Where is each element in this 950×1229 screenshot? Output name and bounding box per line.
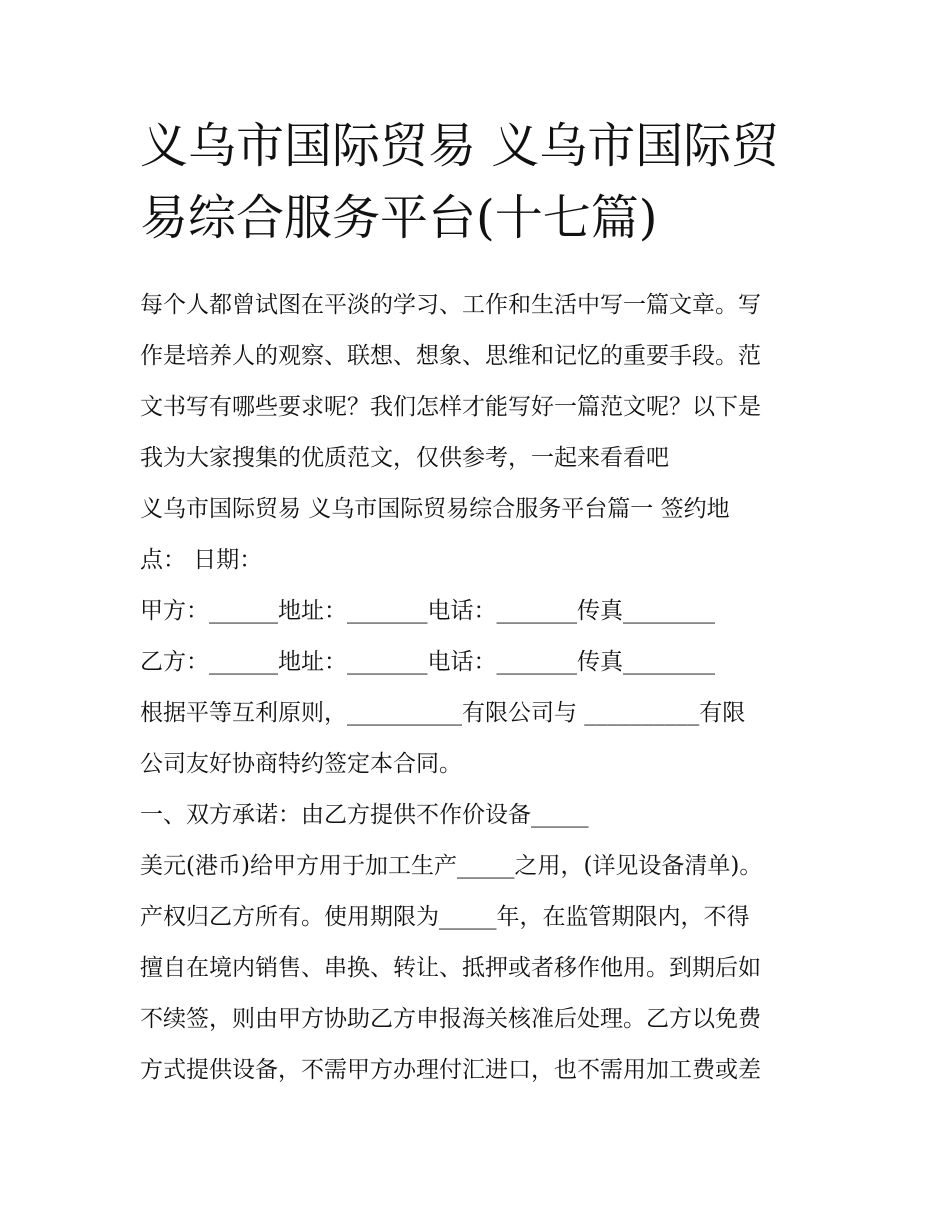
body-line-preamble: 根据平等互利原则，__________有限公司与 __________有限 xyxy=(140,700,746,726)
body-line-clause: 擅自在境内销售、串换、转让、抵押或者移作他用。到期后如 xyxy=(140,955,761,981)
body-line-party-b: 乙方：______地址：_______电话：_______传真________ xyxy=(140,649,715,675)
title-line: 易综合服务平台(十七篇) xyxy=(140,190,658,246)
body-line-clause: 产权归乙方所有。使用期限为_____年，在监管期限内，不得 xyxy=(140,904,750,930)
body-line-section-heading: 点： 日期： xyxy=(140,547,263,573)
body-line-clause: 美元(港币)给甲方用于加工生产_____之用，(详见设备清单)。 xyxy=(140,853,763,879)
body-line-party-a: 甲方：______地址：_______电话：_______传真________ xyxy=(140,598,715,624)
document-title xyxy=(140,110,830,254)
body-line-clause: 不续签，则由甲方协助乙方申报海关核准后处理。乙方以免费 xyxy=(140,1006,761,1032)
body-line-section-heading: 义乌市国际贸易 义乌市国际贸易综合服务平台篇一 签约地 xyxy=(140,496,730,522)
body-line-intro: 我为大家搜集的优质范文，仅供参考，一起来看看吧 xyxy=(140,445,669,471)
body-line-intro: 文书写有哪些要求呢？我们怎样才能写好一篇范文呢？以下是 xyxy=(140,394,761,420)
body-line-clause: 方式提供设备，不需甲方办理付汇进口，也不需用加工费或差 xyxy=(140,1057,761,1083)
body-line-intro: 每个人都曾试图在平淡的学习、工作和生活中写一篇文章。写 xyxy=(140,292,761,318)
body-line-intro: 作是培养人的观察、联想、想象、思维和记忆的重要手段。范 xyxy=(140,343,761,369)
body-line-preamble: 公司友好协商特约签定本合同。 xyxy=(140,751,462,777)
title-line: 义乌市国际贸易 义乌市国际贸 xyxy=(140,118,780,174)
body-line-clause: 一、双方承诺：由乙方提供不作价设备_____ xyxy=(140,802,589,828)
document-body xyxy=(140,280,830,1096)
